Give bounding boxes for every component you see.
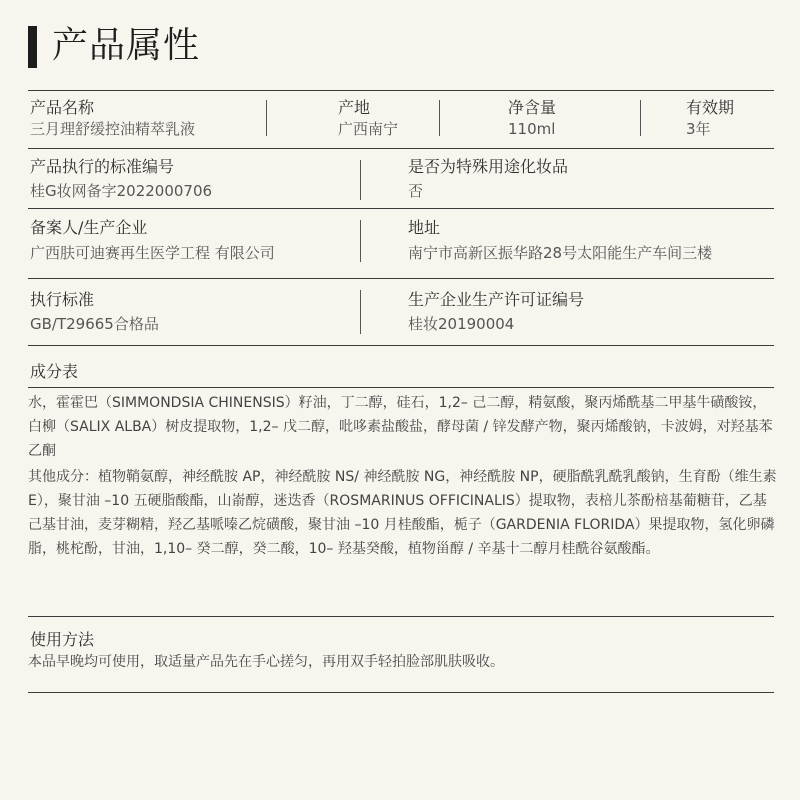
origin-value: 广西南宁 bbox=[338, 120, 399, 138]
ingredients-main-text: 水，霍霍巴（SIMMONDSIA CHINENSIS）籽油，丁二醇，硅石，1,2– 己二醇，精氨酸，聚丙烯酰基二甲基牛磺酸铵，白柳（SALIX ALBA）树皮提取物，1,2– 戊二醇，吡哆素盐酸盐，酵母菌 / 锌发酵产物，聚丙烯酸钠，卡波姆，对羟基苯乙酮 bbox=[28, 395, 773, 459]
divider bbox=[28, 345, 774, 346]
origin-label: 产地 bbox=[338, 98, 371, 117]
filer-label: 备案人/生产企业 bbox=[30, 218, 148, 237]
validity-value: 3年 bbox=[686, 120, 711, 138]
divider bbox=[28, 387, 774, 388]
special-use-value: 否 bbox=[408, 182, 424, 200]
standard-number-value: 桂G妆网备字2022000706 bbox=[30, 182, 213, 200]
divider bbox=[28, 208, 774, 209]
divider bbox=[28, 616, 774, 617]
filer-value: 广西肤可迪赛再生医学工程 有限公司 bbox=[30, 244, 275, 262]
page-title: 产品属性 bbox=[52, 25, 201, 66]
net-content-value: 110ml bbox=[508, 120, 556, 138]
title-accent-bar bbox=[28, 26, 37, 68]
address-value: 南宁市高新区振华路28号太阳能生产车间三楼 bbox=[408, 244, 713, 262]
address-label: 地址 bbox=[408, 218, 441, 237]
standard-number-label: 产品执行的标准编号 bbox=[30, 157, 175, 176]
net-content-label: 净含量 bbox=[508, 98, 557, 117]
divider bbox=[28, 692, 774, 693]
special-use-label: 是否为特殊用途化妆品 bbox=[408, 157, 569, 176]
column-divider bbox=[266, 100, 267, 136]
validity-label: 有效期 bbox=[686, 98, 735, 117]
divider bbox=[28, 278, 774, 279]
usage-text: 本品早晚均可使用，取适量产品先在手心搓匀，再用双手轻拍脸部肌肤吸收。 bbox=[28, 654, 504, 670]
usage-heading: 使用方法 bbox=[30, 630, 95, 649]
exec-standard-value: GB/T29665合格品 bbox=[30, 315, 159, 333]
divider bbox=[28, 148, 774, 149]
product-name-value: 三月理舒缓控油精萃乳液 bbox=[30, 120, 196, 138]
license-label: 生产企业生产许可证编号 bbox=[408, 290, 585, 309]
product-name-label: 产品名称 bbox=[30, 98, 95, 117]
ingredients-heading: 成分表 bbox=[30, 362, 79, 381]
divider bbox=[28, 90, 774, 91]
column-divider bbox=[360, 220, 361, 262]
column-divider bbox=[439, 100, 440, 136]
license-value: 桂妆20190004 bbox=[408, 315, 515, 333]
column-divider bbox=[360, 290, 361, 334]
column-divider bbox=[360, 160, 361, 200]
ingredients-other-text: 其他成分：植物鞘氨醇，神经酰胺 AP，神经酰胺 NS/ 神经酰胺 NG，神经酰胺 NP，硬脂酰乳酰乳酸钠，生育酚（维生素 E），聚甘油 –10 五硬脂酸酯，山嵛醇，迷迭香（ROSMARINUS OFFICINALIS）提取物，表棓儿茶酚棓基葡糖苷，乙基己基甘油，麦芽糊精，羟乙基哌嗪乙烷磺酸，聚甘油 –10 月桂酸酯，栀子（GARDENIA FLORIDA）果提取物，氢化卵磷脂，桃柁酚，甘油，1,10– 癸二醇，癸二酸，10– 羟基癸酸，植物甾醇 / 辛基十二醇月桂酰谷氨酸酯。 bbox=[28, 469, 777, 557]
exec-standard-label: 执行标准 bbox=[30, 290, 95, 309]
column-divider bbox=[640, 100, 641, 136]
